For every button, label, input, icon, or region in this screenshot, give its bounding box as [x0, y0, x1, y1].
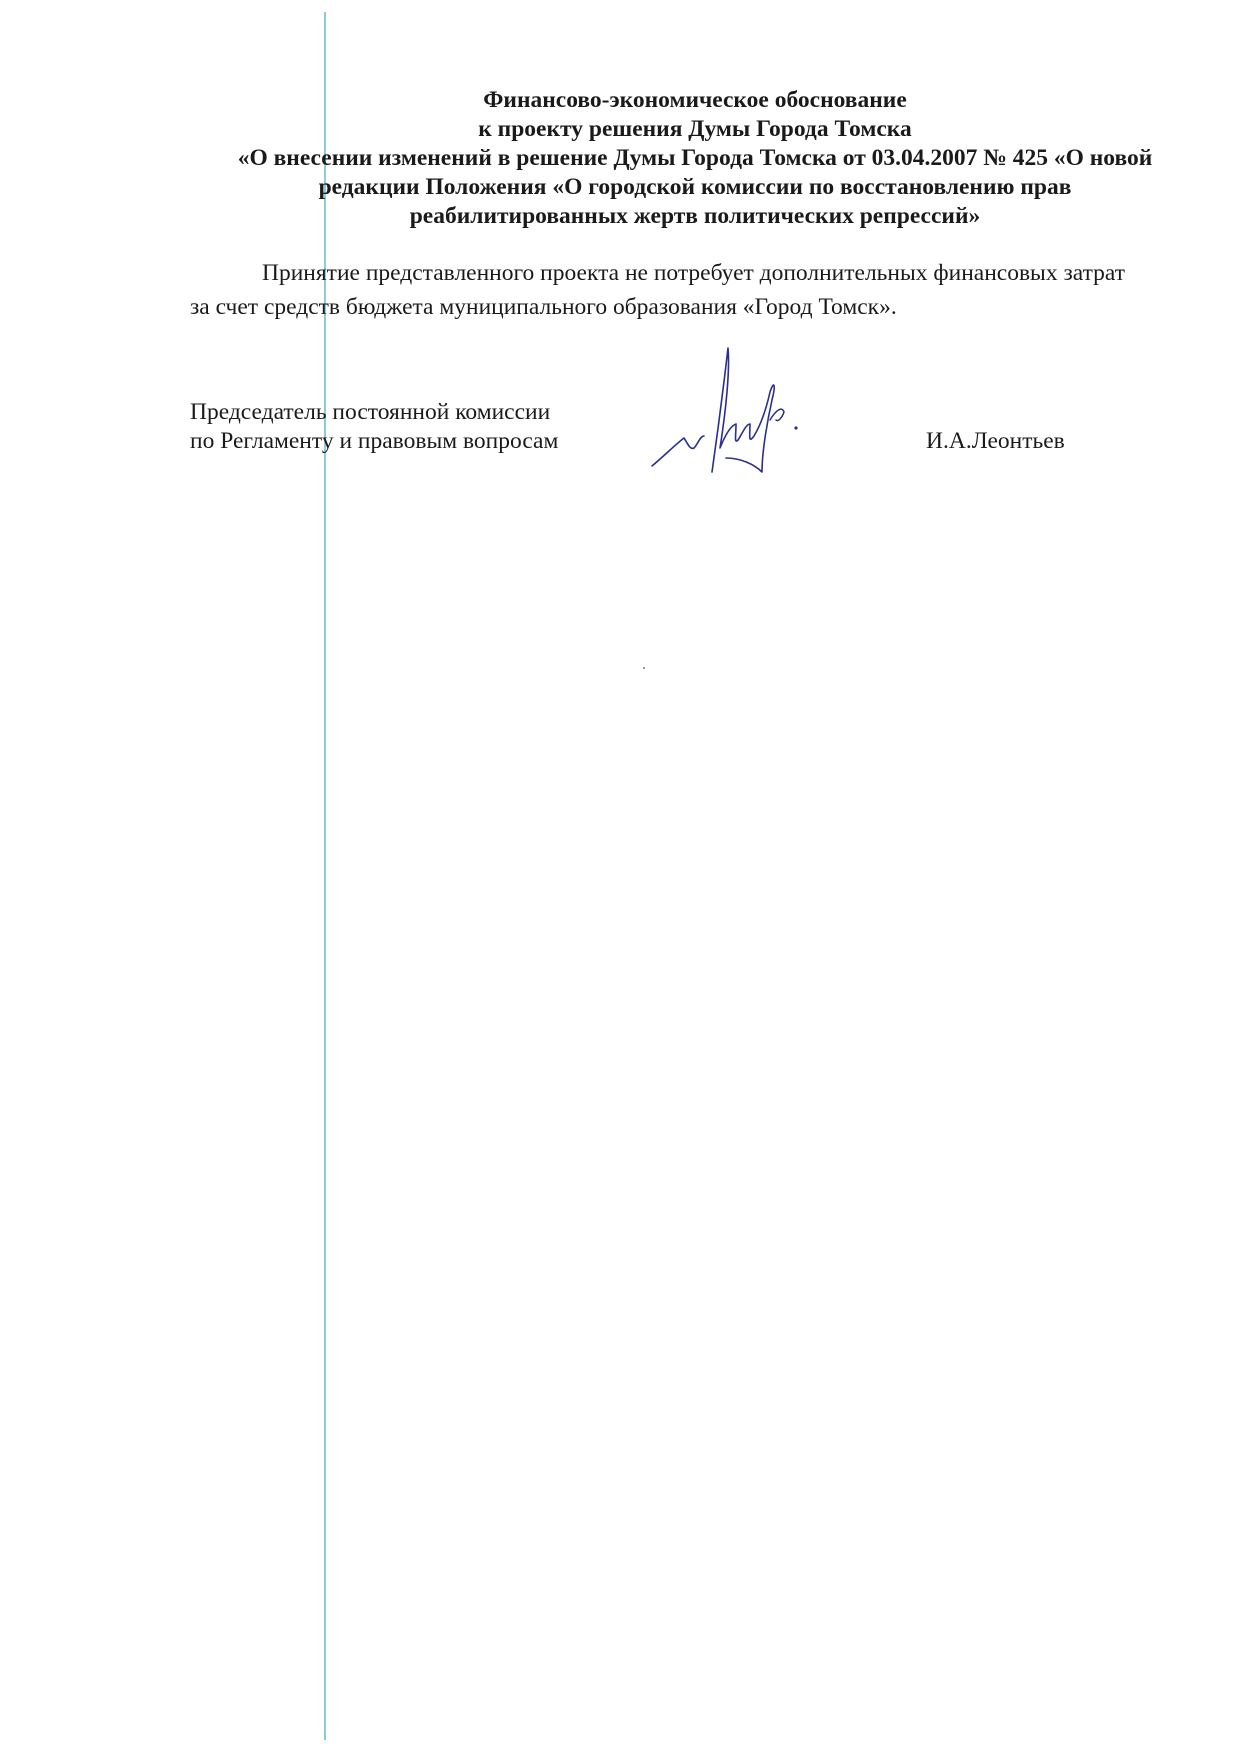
heading-line-1: Финансово-экономическое обоснование	[483, 87, 907, 113]
body-line-1: Принятие представленного проекта не потребует дополнительных финансовых затрат	[262, 260, 1125, 286]
signer-title	[190, 398, 558, 456]
heading-line-5: реабилитированных жертв политических репрессий»	[409, 203, 981, 229]
body-line-2: за счет средств бюджета муниципального образования «Город Томск».	[190, 294, 897, 320]
heading-line-2: к проекту решения Думы Города Томска	[478, 116, 912, 142]
signature-stroke-tail	[770, 409, 784, 420]
body-paragraph	[190, 256, 1200, 324]
heading-line-4: редакции Положения «О городской комиссии по восстановлению прав	[318, 174, 1072, 200]
signer-title-line-2: по Регламенту и правовым вопросам	[190, 428, 559, 454]
signature-dot	[794, 426, 797, 429]
scan-speck	[643, 667, 645, 669]
signature-stroke-loop	[712, 348, 774, 472]
signature-stroke-main	[652, 436, 704, 466]
signer-name: И.А.Леонтьев	[926, 428, 1065, 454]
document-heading	[190, 86, 1200, 231]
signer-title-line-1: Председатель постоянной комиссии	[190, 399, 551, 425]
handwritten-signature	[650, 340, 830, 490]
heading-line-3: «О внесении изменений в решение Думы Города Томска от 03.04.2007 № 425 «О новой	[237, 145, 1153, 171]
